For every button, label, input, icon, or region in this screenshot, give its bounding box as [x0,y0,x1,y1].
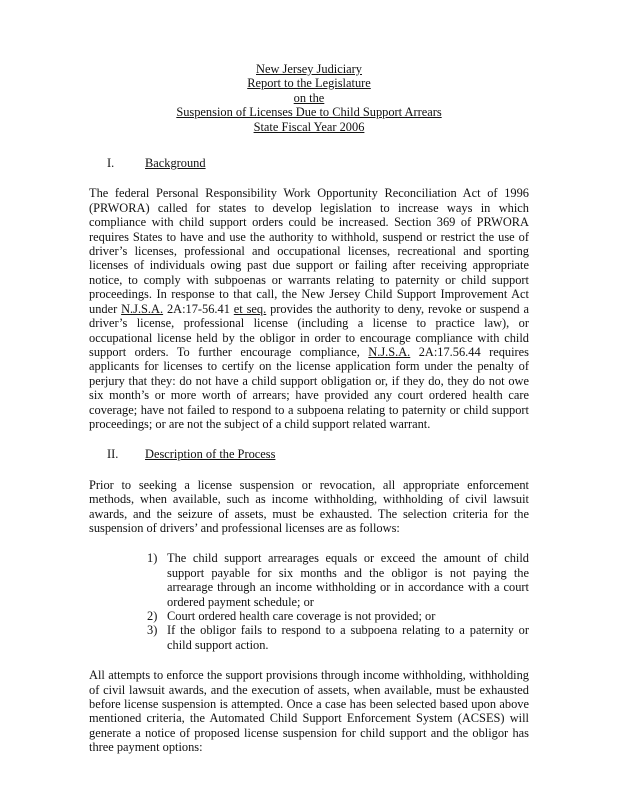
title-line: New Jersey Judiciary [256,62,362,76]
title-line: on the [293,90,325,105]
selection-criteria-list [89,551,529,652]
process-intro-paragraph: Prior to seeking a license suspension or revocation, all appropriate enforcement methods, when available, such as income withholding, withholding of civil lawsuit awards, and the seizure of assets, must be exhausted. The selection criteria for the suspension of drivers’ and professional licenses are as follows: [89,477,529,535]
section-number: I. [107,156,115,171]
section-title: Description of the Process [145,447,276,462]
section-heading-background [107,156,529,170]
list-item-text: If the obligor fails to respond to a subpoena relating to a paternity or child support action. [167,623,529,652]
list-item [147,609,529,623]
report-title [89,62,529,134]
section-number: II. [107,447,119,462]
list-item-number: 2) [147,609,158,623]
text-run: provides the authority to deny, revoke or suspend a driver’s license, professional license (including a license to practice law), or occupational license held by the obligor in order to encourage compliance with child support orders. To further encourage compliance, [89,301,529,359]
section-heading-process [107,447,529,461]
list-item-text: The child support arrearages equals or exceed the amount of child support payable for six months and the obligor is not paying the arrearage through an income withholding or in accordance with a court ordered payment schedule; or [167,551,529,609]
title-line: Report to the Legislature [247,76,371,91]
list-item-number: 3) [147,623,158,638]
text-run: 2A:17.56.44 requires applicants for licenses to certify on the license application form under the penalty of perjury that they: do not have a child support obligation or, if they do, they do not owe six month’s or more worth of arrears; have provided any court ordered health care coverage; have not failed to respond to a subpoena relating to paternity or child support proceedings; or are not the subject of a child support related warrant. [89,344,529,431]
text-run: 2A:17-56.41 [163,301,234,316]
section-title: Background [145,156,206,171]
list-item [147,623,529,652]
text-run: The federal Personal Responsibility Work Opportunity Reconciliation Act of 1996 (PRWORA) called for states to develop legislation to increase ways in which compliance with child support orders could be increased. Section 369 of PRWORA requires States to have and use the authority to withhold, suspend or restrict the use of driver’s licenses, professional and occupational licenses, recreational and sporting licenses of individuals owing past due support or failing after receiving appropriate notice, to comply with subpoenas or warrants relating to paternity or child support proceedings. In response to that call, the New Jersey Child Support Improvement Act under [89,186,529,316]
list-item-text: Court ordered health care coverage is not provided; or [167,609,436,623]
title-line: Suspension of Licenses Due to Child Support Arrears [176,105,442,120]
title-line: State Fiscal Year 2006 [253,119,365,134]
statute-citation: N.J.S.A. [121,301,164,316]
statute-citation: N.J.S.A. [368,344,411,359]
background-paragraph [89,186,529,431]
process-closing-paragraph: All attempts to enforce the support provisions through income withholding, withholding of civil lawsuit awards, and the execution of assets, when available, must be exhausted before license suspension is attempted. Once a case has been selected based upon above mentioned criteria, the Automated Child Support Enforcement System (ACSES) will generate a notice of proposed license suspension for child support and the obligor has three payment options: [89,668,529,755]
list-item [147,551,529,609]
list-item-number: 1) [147,551,158,566]
citation-et-seq: et seq. [233,301,267,316]
